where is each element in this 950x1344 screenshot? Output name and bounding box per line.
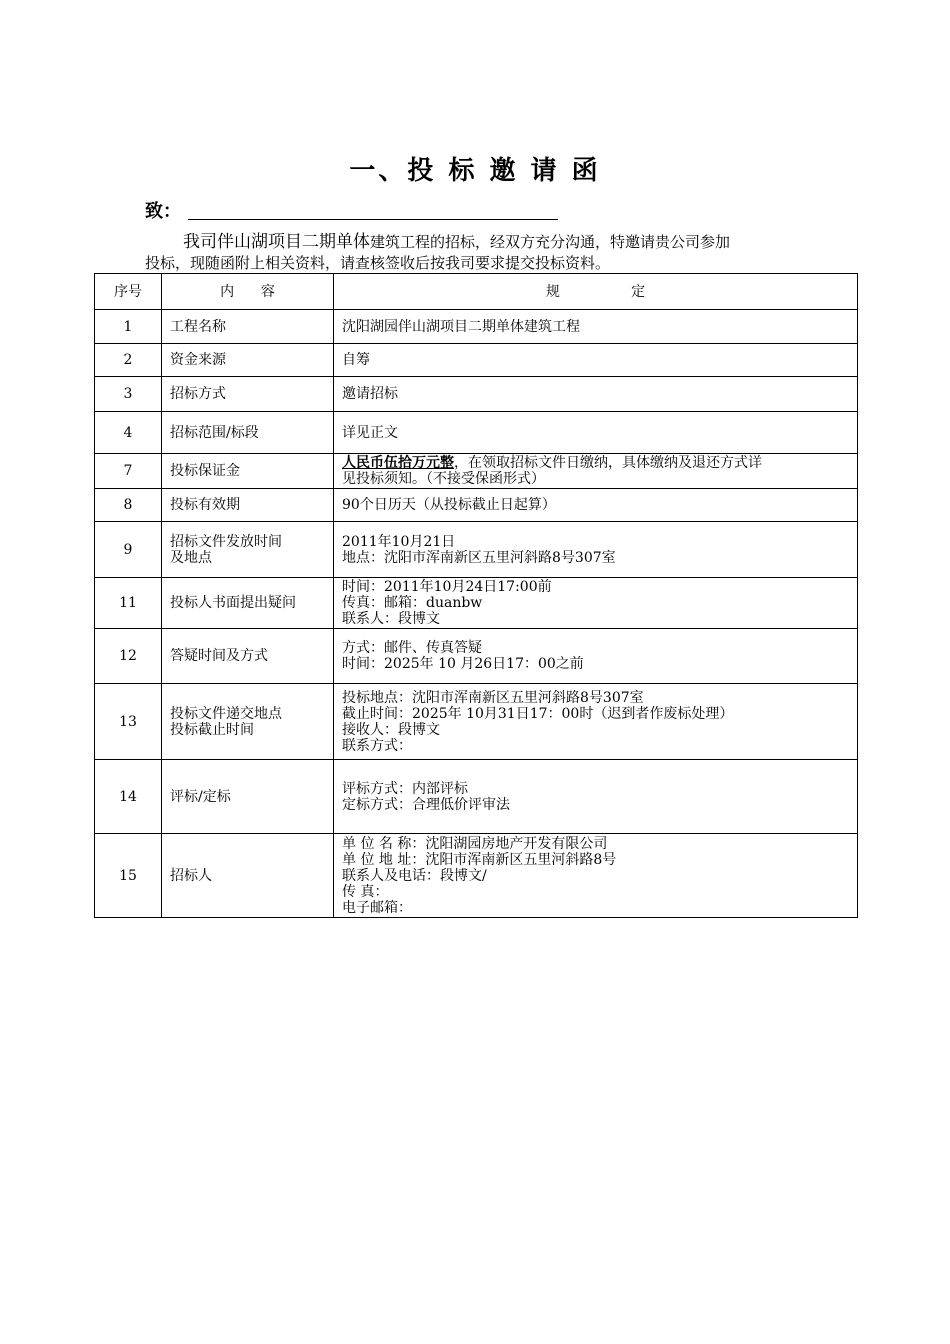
intro-line-1-rest: 建筑工程的招标，经双方充分沟通，特邀请贵公司参加 bbox=[370, 233, 731, 251]
document-title: 一、投 标 邀 请 函 bbox=[349, 156, 601, 186]
row-spec bbox=[334, 760, 858, 834]
row-spec-line: 2011年10月21日 bbox=[342, 533, 456, 550]
header-spec: 规 定 bbox=[334, 274, 858, 310]
row-spec-line: 沈阳湖园伴山湖项目二期单体建筑工程 bbox=[342, 318, 580, 335]
row-spec-line: 联系方式： bbox=[342, 737, 412, 754]
table-row bbox=[95, 760, 858, 834]
row-spec-line: 截止时间：2025年 10月31日17：00时（迟到者作废标处理） bbox=[342, 705, 734, 722]
row-item: 投标有效期 bbox=[162, 489, 334, 522]
row-number: 8 bbox=[95, 489, 162, 522]
row-number: 7 bbox=[95, 454, 162, 489]
row-spec bbox=[334, 310, 858, 344]
row-item bbox=[162, 522, 334, 578]
row-number: 3 bbox=[95, 377, 162, 412]
row-item: 招标范围/标段 bbox=[162, 412, 334, 454]
row-spec bbox=[334, 684, 858, 760]
row-spec-line: 时间：2025年 10 月26日17：00之前 bbox=[342, 656, 584, 672]
row-number: 13 bbox=[95, 684, 162, 760]
header-item: 内 容 bbox=[162, 274, 334, 310]
row-number: 1 bbox=[95, 310, 162, 344]
row-spec-line: 见投标须知。（不接受保函形式） bbox=[342, 471, 545, 487]
row-spec-line: 传 真： bbox=[342, 883, 389, 900]
row-spec-line: 单 位 地 址：沈阳市浑南新区五里河斜路8号 bbox=[342, 851, 617, 868]
row-spec-line: 联系人及电话：段博文/ bbox=[342, 867, 487, 884]
row-number: 4 bbox=[95, 412, 162, 454]
table-header-row bbox=[95, 274, 858, 310]
row-spec bbox=[334, 489, 858, 522]
row-spec-line: 地点：沈阳市浑南新区五里河斜路8号307室 bbox=[342, 549, 616, 566]
table-row bbox=[95, 834, 858, 918]
row-item: 答疑时间及方式 bbox=[162, 629, 334, 684]
row-spec bbox=[334, 344, 858, 377]
row-number: 2 bbox=[95, 344, 162, 377]
row-spec-line: 详见正文 bbox=[342, 424, 398, 441]
row-item-line: 及地点 bbox=[170, 549, 212, 566]
row-spec bbox=[334, 522, 858, 578]
row-item: 招标人 bbox=[162, 834, 334, 918]
table-row bbox=[95, 310, 858, 344]
row-item-line: 投标文件递交地点 bbox=[170, 705, 282, 722]
intro-line-2: 投标，现随函附上相关资料，请查核签收后按我司要求提交投标资料。 bbox=[145, 254, 611, 272]
row-item-line: 招标文件发放时间 bbox=[170, 533, 282, 550]
row-spec bbox=[334, 578, 858, 629]
header-no: 序号 bbox=[95, 274, 162, 310]
deposit-amount: 人民币伍拾万元整 bbox=[342, 455, 454, 471]
row-spec-line: 自筹 bbox=[342, 352, 370, 368]
row-item: 投标保证金 bbox=[162, 454, 334, 489]
row-spec-line: 电子邮箱： bbox=[342, 899, 412, 916]
row-item-line: 投标截止时间 bbox=[170, 721, 254, 738]
row-spec-text: ，在领取招标文件日缴纳，具体缴纳及退还方式详 bbox=[454, 455, 762, 471]
table-row bbox=[95, 629, 858, 684]
row-number: 12 bbox=[95, 629, 162, 684]
row-spec-line: 传真：邮箱：duanbw bbox=[342, 595, 483, 611]
table-row bbox=[95, 412, 858, 454]
row-number: 9 bbox=[95, 522, 162, 578]
row-spec-line: 90个日历天（从投标截止日起算） bbox=[342, 497, 556, 513]
tender-info-table bbox=[94, 273, 858, 918]
row-spec bbox=[334, 377, 858, 412]
recipient-blank-line bbox=[188, 219, 558, 220]
table-row bbox=[95, 684, 858, 760]
row-spec-line: 投标地点：沈阳市浑南新区五里河斜路8号307室 bbox=[342, 689, 644, 706]
row-spec-line: 联系人：段博文 bbox=[342, 611, 440, 627]
row-item: 工程名称 bbox=[162, 310, 334, 344]
intro-line-1 bbox=[183, 227, 730, 252]
row-spec-line: 单 位 名 称：沈阳湖园房地产开发有限公司 bbox=[342, 835, 608, 852]
row-item: 招标方式 bbox=[162, 377, 334, 412]
table-row bbox=[95, 522, 858, 578]
row-spec bbox=[334, 629, 858, 684]
row-spec-line: 时间：2011年10月24日17:00前 bbox=[342, 579, 552, 595]
row-number: 14 bbox=[95, 760, 162, 834]
row-spec-line: 接收人：段博文 bbox=[342, 721, 440, 738]
intro-lead: 我司伴山湖项目二期单体 bbox=[183, 232, 370, 252]
row-spec bbox=[334, 454, 858, 489]
row-spec-line bbox=[342, 455, 849, 471]
table-row bbox=[95, 578, 858, 629]
row-item: 资金来源 bbox=[162, 344, 334, 377]
row-spec bbox=[334, 412, 858, 454]
table-row bbox=[95, 489, 858, 522]
recipient-label: 致： bbox=[145, 201, 181, 222]
table-row bbox=[95, 377, 858, 412]
row-spec bbox=[334, 834, 858, 918]
row-number: 15 bbox=[95, 834, 162, 918]
row-item: 评标/定标 bbox=[162, 760, 334, 834]
row-spec-line: 邀请招标 bbox=[342, 386, 398, 402]
row-item: 投标人书面提出疑问 bbox=[162, 578, 334, 629]
row-spec-line: 定标方式：合理低价评审法 bbox=[342, 796, 510, 813]
row-spec-line: 评标方式：内部评标 bbox=[342, 780, 468, 797]
table-row bbox=[95, 454, 858, 489]
row-number: 11 bbox=[95, 578, 162, 629]
row-spec-line: 方式：邮件、传真答疑 bbox=[342, 640, 482, 656]
table-row bbox=[95, 344, 858, 377]
row-item bbox=[162, 684, 334, 760]
